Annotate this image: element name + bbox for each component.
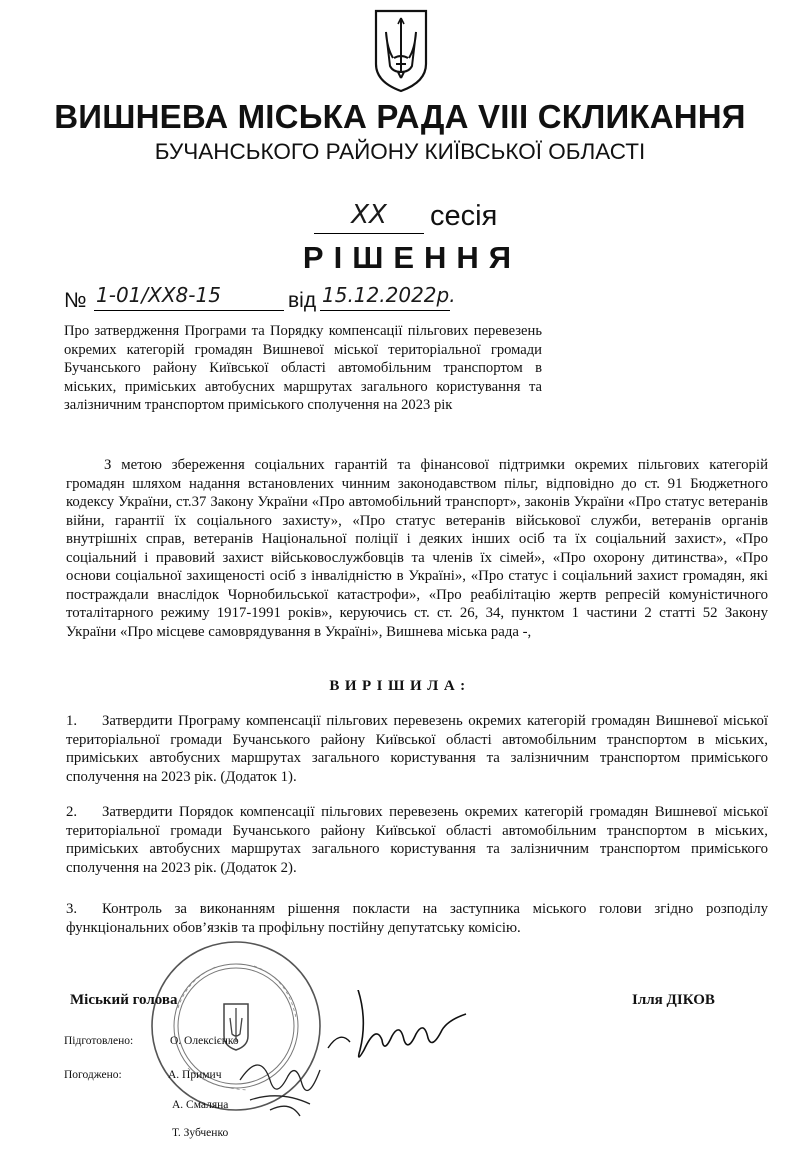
handwritten-signature-icon: [320, 990, 470, 1070]
signatory-name: Ілля ДІКОВ: [632, 992, 715, 1008]
signatory-title: Міський голова: [70, 992, 178, 1008]
agreed-label: Погоджено:: [64, 1069, 122, 1081]
list-item: [66, 803, 768, 877]
item-text: Затвердити Порядок компенсації пільгових перевезень окремих категорій громадян Вишневої міської територіальної громади Бучанського району Київської області автомобільним транспортом в міських, приміських автобусних маршрутах загального користування та залізничним транспортом приміського сполучення на 2023 рік. (Додаток 2).: [66, 804, 768, 876]
preamble-paragraph: З метою збереження соціальних гарантій та фінансової підтримки окремих пільгових категорій громадян шляхом надання встановлених чинним законодавством пільг, відповідно до ст. 91 Бюджетного кодексу України, ст.37 Закону України «Про автомобільний транспорт», законів України «Про статус ветеранів війни, гарантії їх соціального захисту», «Про статус ветеранів військової служби, ветеранів органів внутрішніх справ, ветеранів Національної поліції і деяких інших осіб та їх соціальний захист», «Про соціальний і правовий захист військовослужбовців та членів їх сімей», «Про охорону дитинства», «Про основи соціальної захищеності осіб з інвалідністю в Україні», «Про статус і соціальний захист громадян, які постраждали внаслідок Чорнобильської катастрофи», «Про реабілітацію жертв репресій комуністичного тоталітарного режиму 1917-1991 років», керуючись ст. ст. 26, 34, пунктом 1 частини 2 статті 52 Закону України «Про місцеве самоврядування в Україні», Вишнева міська рада -,: [66, 457, 768, 640]
agreed-name: Т. Зубченко: [172, 1127, 229, 1139]
prepared-name: О. Олексієнко: [170, 1035, 239, 1047]
session-number: XX: [314, 200, 424, 234]
document-title: РІШЕННЯ: [302, 240, 522, 275]
list-item: [66, 712, 768, 786]
item-text: Затвердити Програму компенсації пільгових перевезень окремих категорій громадян Вишневої міської територіальної громади Бучанського району Київської області автомобільним транспортом в міських, приміських автобусних маршрутах загального користування та залізничним транспортом приміського сполучення на 2023 рік. (Додаток 1).: [66, 713, 768, 785]
district-name: БУЧАНСЬКОГО РАЙОНУ КИЇВСЬКОЇ ОБЛАСТІ: [154, 139, 646, 164]
session-label: сесія: [430, 200, 498, 232]
number-label: №: [64, 289, 87, 312]
agreed-name: А. Смаляна: [172, 1099, 229, 1111]
council-name: ВИШНЕВА МІСЬКА РАДА VIII СКЛИКАННЯ: [54, 98, 746, 135]
decision-subject: Про затвердження Програми та Порядку компенсації пільгових перевезень окремих категорій громадян Вишневої міської територіальної громади Бучанського району Київської області автомобільним транспортом в міських, приміських автобусних маршрутах загального користування та залізничним транспортом приміського сполучення на 2023 рік: [64, 323, 542, 414]
initials-scribble-icon: [230, 1040, 340, 1120]
prepared-label: Підготовлено:: [64, 1035, 134, 1047]
decision-number-line: [64, 283, 456, 317]
coat-of-arms-icon: [372, 8, 430, 94]
decision-number: 1-01/XX8-15: [94, 283, 284, 311]
item-number: 3.: [66, 901, 78, 917]
session-line: [314, 200, 554, 240]
list-item: [66, 900, 768, 937]
item-text: Контроль за виконанням рішення покласти на заступника міського голови згідно розподілу функціональних обов’язків та профільну постійну депутатську комісію.: [66, 901, 768, 936]
item-number: 2.: [66, 804, 78, 820]
agreed-name: А. Примич: [168, 1069, 222, 1081]
resolved-heading: ВИРІШИЛА:: [329, 678, 471, 694]
decision-date: 15.12.2022р.: [320, 283, 450, 311]
date-label: від: [288, 289, 317, 312]
item-number: 1.: [66, 713, 78, 729]
